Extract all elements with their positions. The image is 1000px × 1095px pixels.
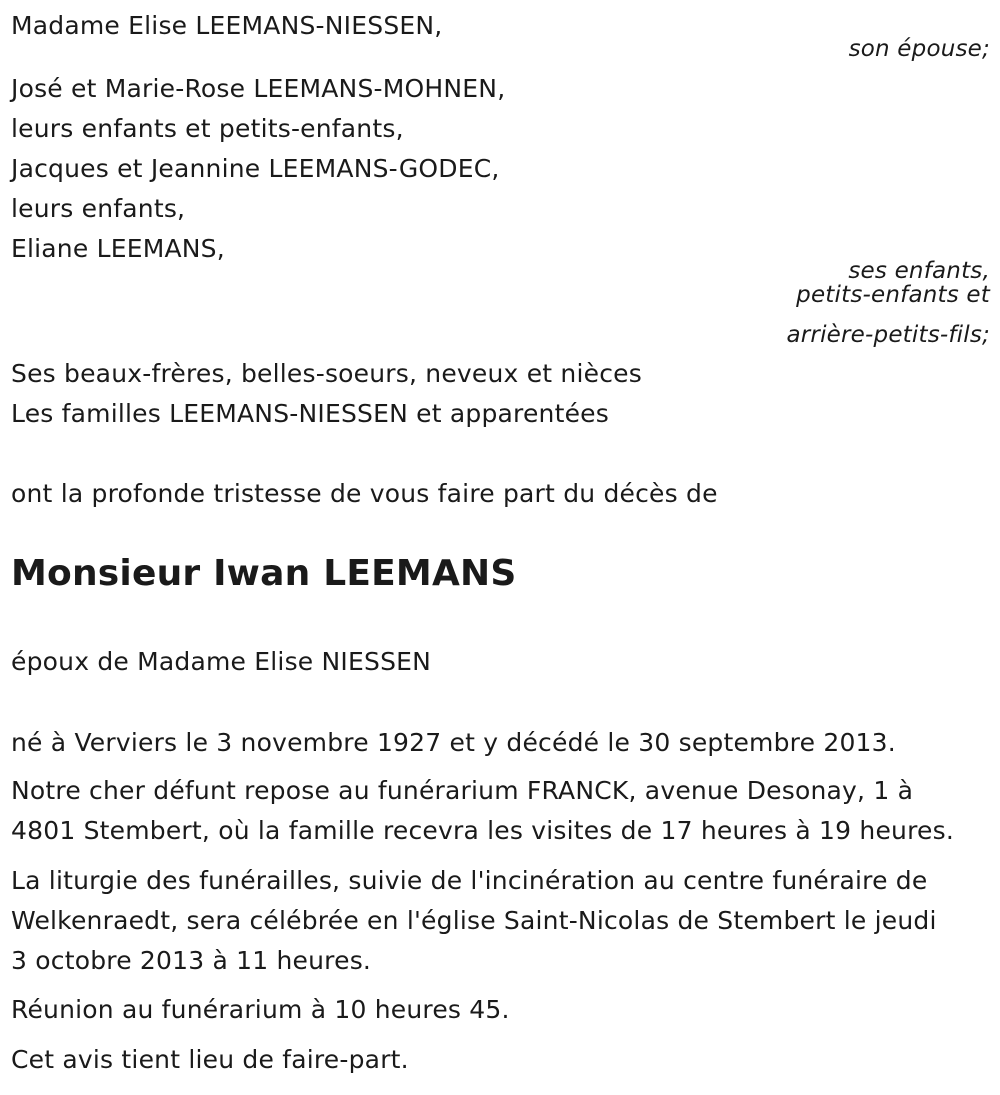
relatives-line-2: Les familles LEEMANS-NIESSEN et apparentées	[11, 399, 609, 428]
spouse-line: époux de Madame Elise NIESSEN	[11, 647, 432, 676]
birth-death-line: né à Verviers le 3 novembre 1927 et y décédé le 30 septembre 2013.	[11, 728, 896, 757]
deceased-name: Monsieur Iwan LEEMANS	[11, 553, 517, 594]
liturgy-line-1: La liturgie des funérailles, suivie de l'incinération au centre funéraire de	[11, 866, 928, 895]
children-line-5: Eliane LEEMANS,	[11, 234, 225, 263]
announcement: ont la profonde tristesse de vous faire part du décès de	[11, 479, 718, 508]
children-role-3: arrière-petits-fils;	[786, 322, 990, 348]
children-role-1: ses enfants,	[848, 258, 990, 284]
liturgy-line-3: 3 octobre 2013 à 11 heures.	[11, 946, 372, 975]
children-role-2: petits-enfants et	[796, 282, 990, 308]
children-line-1: José et Marie-Rose LEEMANS-MOHNEN,	[11, 74, 506, 103]
rest-line-2: 4801 Stembert, où la famille recevra les visites de 17 heures à 19 heures.	[11, 816, 954, 845]
children-line-3: Jacques et Jeannine LEEMANS-GODEC,	[11, 154, 500, 183]
notice-line: Cet avis tient lieu de faire-part.	[11, 1045, 409, 1074]
liturgy-line-2: Welkenraedt, sera célébrée en l'église Saint-Nicolas de Stembert le jeudi	[11, 906, 937, 935]
meeting-line: Réunion au funérarium à 10 heures 45.	[11, 995, 510, 1024]
rest-line-1: Notre cher défunt repose au funérarium FRANCK, avenue Desonay, 1 à	[11, 776, 914, 805]
wife-line: Madame Elise LEEMANS-NIESSEN,	[11, 11, 443, 40]
children-line-2: leurs enfants et petits-enfants,	[11, 114, 404, 143]
wife-role: son épouse;	[848, 36, 990, 62]
relatives-line-1: Ses beaux-frères, belles-soeurs, neveux et nièces	[11, 359, 642, 388]
children-line-4: leurs enfants,	[11, 194, 186, 223]
